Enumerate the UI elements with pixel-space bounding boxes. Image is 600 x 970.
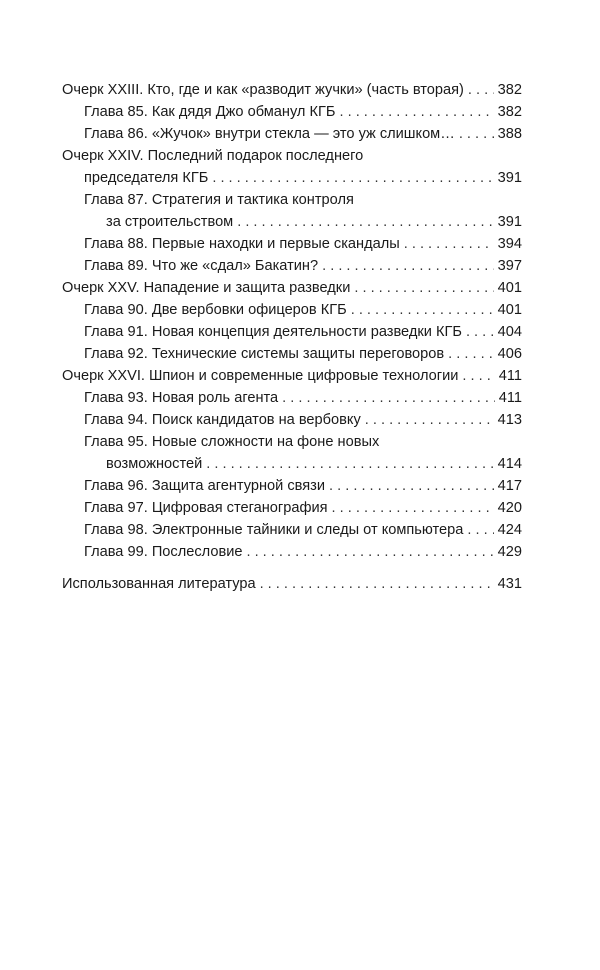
table-of-contents <box>62 79 522 595</box>
toc-entry-page: 414 <box>497 456 522 472</box>
dot-leader <box>404 233 494 255</box>
toc-entry-chapter-99 <box>62 541 522 563</box>
toc-entry-chapter-98 <box>62 519 522 541</box>
toc-entry-page: 391 <box>497 170 522 186</box>
toc-entry-title-line-1: Очерк XXIV. Последний подарок последнего <box>62 148 364 164</box>
dot-leader <box>212 167 493 189</box>
spacer <box>62 563 522 573</box>
toc-entry-chapter-89 <box>62 255 522 277</box>
toc-entry-chapter-92 <box>62 343 522 365</box>
dot-leader <box>467 519 493 541</box>
toc-entry-page: 417 <box>497 478 522 494</box>
toc-entry-page: 411 <box>498 368 522 384</box>
toc-entry-page: 406 <box>497 346 522 362</box>
toc-entry-chapter-93 <box>62 387 522 409</box>
toc-entry-chapter-86 <box>62 123 522 145</box>
dot-leader <box>365 409 494 431</box>
toc-entry-chapter-87 <box>62 189 522 233</box>
toc-entry-page: 413 <box>497 412 522 428</box>
toc-entry-title: Глава 90. Две вербовки офицеров КГБ <box>84 302 347 318</box>
toc-entry-page: 411 <box>498 390 522 406</box>
toc-entry-page: 401 <box>497 302 522 318</box>
toc-entry-chapter-95 <box>62 431 522 475</box>
toc-entry-title: Глава 93. Новая роль агента <box>84 390 279 406</box>
dot-leader <box>282 387 495 409</box>
toc-entry-title: Глава 85. Как дядя Джо обманул КГБ <box>84 104 336 120</box>
toc-entry-page: 401 <box>497 280 522 296</box>
dot-leader <box>354 277 493 299</box>
toc-entry-chapter-91 <box>62 321 522 343</box>
toc-entry-bibliography <box>62 573 522 595</box>
dot-leader <box>237 211 493 233</box>
toc-entry-page: 382 <box>497 82 522 98</box>
toc-entry-chapter-94 <box>62 409 522 431</box>
toc-entry-title: Глава 97. Цифровая стеганография <box>84 500 328 516</box>
dot-leader <box>339 101 493 123</box>
toc-entry-chapter-88 <box>62 233 522 255</box>
toc-entry-essay-23 <box>62 79 522 101</box>
toc-entry-page: 382 <box>497 104 522 120</box>
toc-entry-title-line-2: председателя КГБ <box>84 170 209 186</box>
toc-entry-title-line-1: Глава 87. Стратегия и тактика контроля <box>84 192 354 208</box>
dot-leader <box>206 453 493 475</box>
toc-entry-chapter-97 <box>62 497 522 519</box>
toc-entry-title-line-1: Глава 95. Новые сложности на фоне новых <box>84 434 380 450</box>
dot-leader <box>468 79 494 101</box>
toc-entry-chapter-90 <box>62 299 522 321</box>
toc-entry-essay-24 <box>62 145 522 189</box>
toc-entry-title: Очерк XXIII. Кто, где и как «разводит жучки» (часть вторая) <box>62 82 464 98</box>
toc-entry-page: 431 <box>497 576 522 592</box>
toc-entry-title-line-2: возможностей <box>106 456 203 472</box>
toc-entry-title: Очерк XXVI. Шпион и современные цифровые технологии <box>62 368 459 384</box>
dot-leader <box>462 365 494 387</box>
dot-leader <box>466 321 494 343</box>
toc-entry-essay-26 <box>62 365 522 387</box>
toc-entry-page: 388 <box>497 126 522 142</box>
dot-leader <box>329 475 494 497</box>
toc-entry-title: Глава 91. Новая концепция деятельности разведки КГБ <box>84 324 462 340</box>
toc-entry-page: 404 <box>497 324 522 340</box>
dot-leader <box>322 255 494 277</box>
toc-entry-page: 394 <box>497 236 522 252</box>
toc-entry-title: Глава 94. Поиск кандидатов на вербовку <box>84 412 361 428</box>
dot-leader <box>260 573 494 595</box>
toc-entry-page: 424 <box>497 522 522 538</box>
toc-entry-title: Глава 89. Что же «сдал» Бакатин? <box>84 258 319 274</box>
toc-entry-title: Глава 92. Технические системы защиты переговоров <box>84 346 445 362</box>
toc-entry-title: Использованная литература <box>62 576 256 592</box>
dot-leader <box>351 299 494 321</box>
toc-entry-title: Глава 88. Первые находки и первые скандалы <box>84 236 400 252</box>
toc-entry-page: 391 <box>497 214 522 230</box>
dot-leader <box>332 497 494 519</box>
toc-entry-title: Очерк XXV. Нападение и защита разведки <box>62 280 351 296</box>
toc-entry-page: 429 <box>497 544 522 560</box>
toc-entry-title: Глава 86. «Жучок» внутри стекла — это уж слишком… <box>84 126 455 142</box>
toc-entry-essay-25 <box>62 277 522 299</box>
toc-entry-title: Глава 99. Послесловие <box>84 544 243 560</box>
toc-entry-title: Глава 98. Электронные тайники и следы от компьютера <box>84 522 464 538</box>
toc-entry-title: Глава 96. Защита агентурной связи <box>84 478 326 494</box>
dot-leader <box>246 541 493 563</box>
toc-entry-page: 397 <box>497 258 522 274</box>
toc-entry-chapter-96 <box>62 475 522 497</box>
dot-leader <box>448 343 493 365</box>
toc-entry-title-line-2: за строительством <box>106 214 234 230</box>
dot-leader <box>459 123 494 145</box>
toc-entry-page: 420 <box>497 500 522 516</box>
toc-entry-chapter-85 <box>62 101 522 123</box>
